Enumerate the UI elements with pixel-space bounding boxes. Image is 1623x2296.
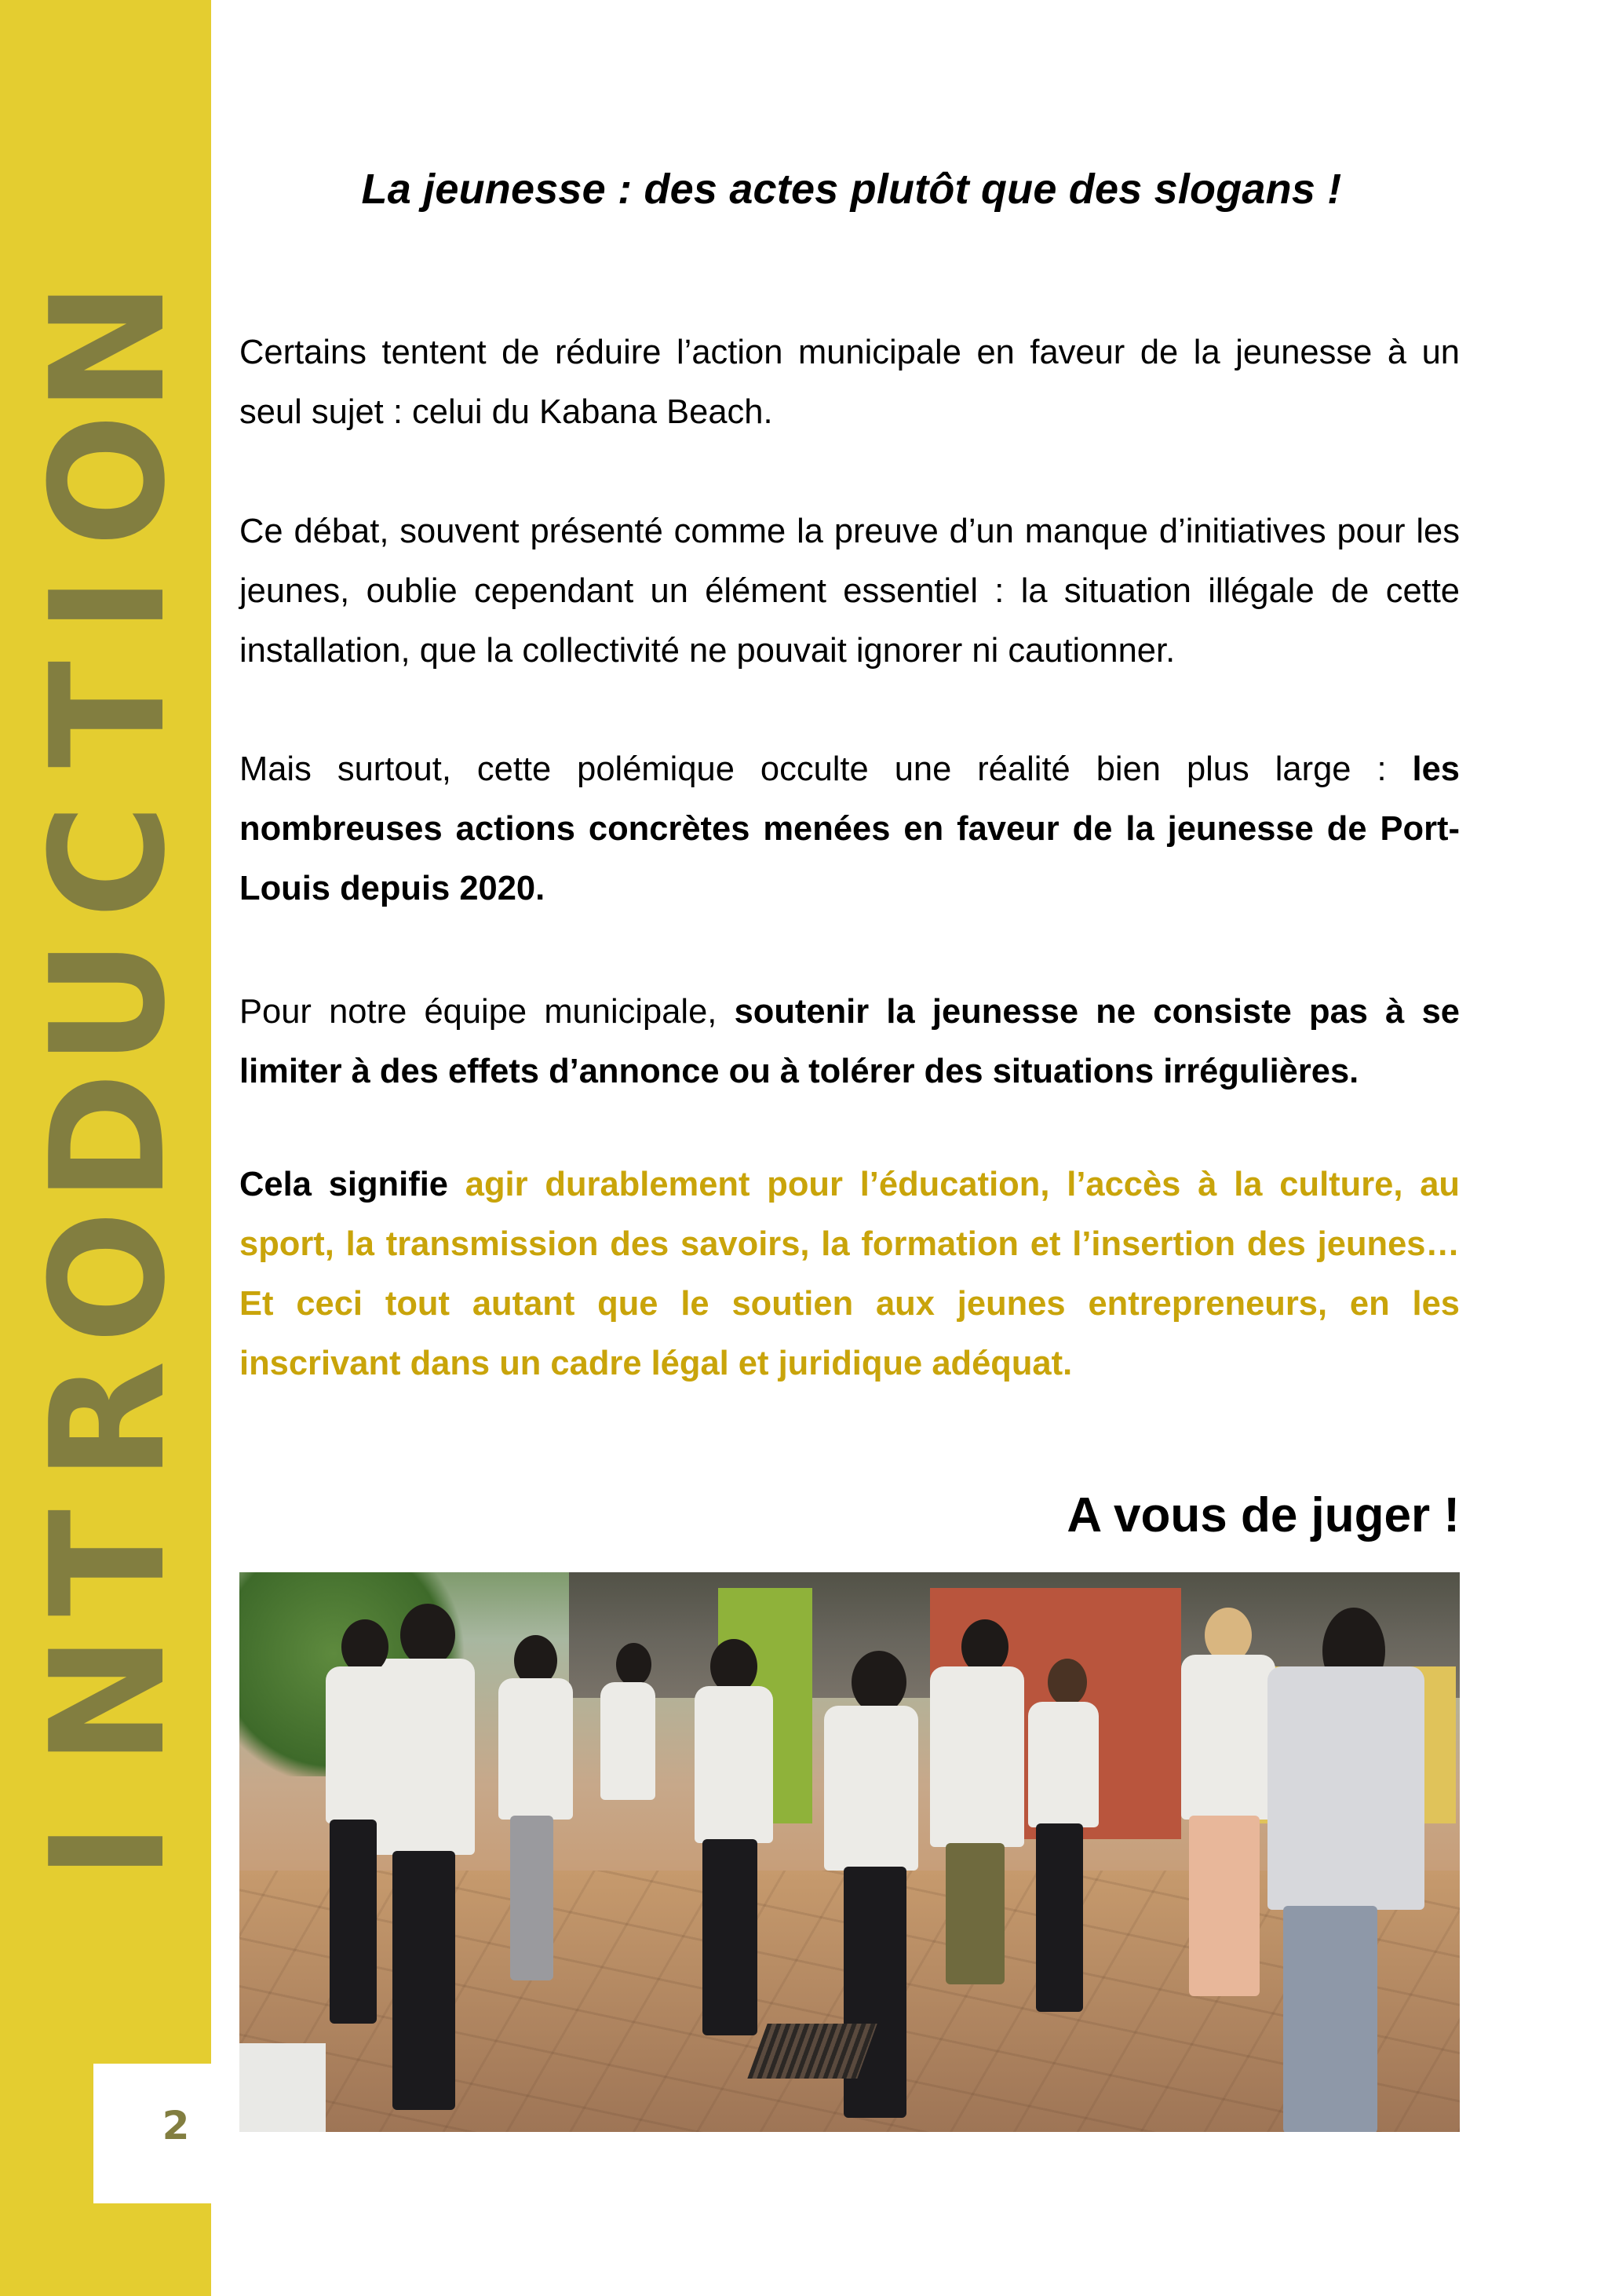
sidebar-letter: I (17, 575, 200, 634)
page-number: 2 (162, 2103, 190, 2148)
photo-figure-legs (330, 1820, 377, 2024)
page-number-box (93, 2064, 211, 2203)
paragraph-intro (239, 323, 1460, 442)
photo-figure-legs (392, 1851, 455, 2110)
paragraph-team (239, 982, 1460, 1101)
verdict-heading: A vous de juger ! (1067, 1488, 1460, 1542)
sidebar-letter: N (17, 281, 200, 413)
photo-figure-legs (946, 1843, 1005, 1984)
photo-figure-legs (510, 1816, 553, 1980)
paragraph-text: Certains tentent de réduire l’action municipale en faveur de la jeunesse à un seul sujet : celui du Kabana Beach. (239, 333, 1460, 431)
photo-figure-legs (844, 1867, 906, 2118)
photo-figure-shirt (1267, 1666, 1424, 1910)
photo-figure-head (1048, 1659, 1087, 1706)
photo-figure-shirt (600, 1682, 655, 1800)
sidebar-vertical-title (17, 281, 200, 1911)
photo-figure-head (616, 1643, 651, 1686)
sidebar-letter: T (17, 660, 200, 768)
photo-figure-shirt (326, 1666, 396, 1823)
photo-figure-head (852, 1651, 906, 1714)
sidebar-letter: N (17, 1634, 200, 1766)
photo-figure-legs (702, 1839, 757, 2035)
photo-figure-shirt (695, 1686, 773, 1843)
paragraph-highlight-text: agir durablement pour l’éducation, l’accès à la culture, au sport, la transmission des savoirs, la formation et l’insertion des jeunes… Et ceci tout autant que le soutien aux jeunes entrepreneurs, en les inscrivant dans un cadre légal et juridique adéquat. (239, 1165, 1460, 1382)
paragraph-meaning (239, 1155, 1460, 1393)
photo-drain-grate (747, 2024, 877, 2079)
photo-figure-shirt (498, 1678, 573, 1820)
paragraph-debate (239, 502, 1460, 681)
sidebar-letter: U (17, 938, 200, 1067)
sidebar-letter: I (17, 1821, 200, 1881)
sidebar-letter: O (17, 413, 200, 548)
youth-dance-photo (239, 1572, 1460, 2132)
page-title: La jeunesse : des actes plutôt que des slogans ! (361, 166, 1342, 213)
sidebar-letter: D (17, 1071, 200, 1203)
photo-figure-legs (1189, 1816, 1260, 1996)
sidebar-letter: C (17, 803, 200, 919)
photo-figure-shirt (1181, 1655, 1275, 1820)
paragraph-bold-text: les nombreuses actions concrètes menées en faveur de la jeunesse de Port-Louis depuis 2020. (239, 750, 1460, 907)
sidebar-letter: R (17, 1360, 200, 1481)
paragraph-polemic (239, 739, 1460, 918)
photo-figure-shirt (1028, 1702, 1099, 1827)
photo-planter (239, 2043, 326, 2132)
sidebar-letter: O (17, 1210, 200, 1345)
paragraph-text: Pour notre équipe municipale, (239, 992, 735, 1031)
photo-figure-head (400, 1604, 455, 1666)
paragraph-text: Mais surtout, cette polémique occulte une réalité bien plus large : (239, 750, 1413, 788)
paragraph-bold-text: soutenir la jeunesse ne consiste pas à se limiter à des effets d’annonce ou à tolérer des situations irrégulières. (239, 992, 1460, 1090)
photo-figure-legs (1036, 1823, 1083, 2012)
paragraph-bold-text: Cela signifie (239, 1165, 465, 1203)
photo-figure-shirt (930, 1666, 1024, 1847)
photo-figure-shirt (824, 1706, 918, 1871)
sidebar-letter: T (17, 1509, 200, 1617)
photo-figure-legs (1283, 1906, 1377, 2132)
sidebar-banner (0, 0, 211, 2296)
paragraph-text: Ce débat, souvent présenté comme la preuve d’un manque d’initiatives pour les jeunes, oublie cependant un élément essentiel : la situation illégale de cette installation, que la collectivité ne pouvait ignorer ni cautionner. (239, 512, 1460, 670)
